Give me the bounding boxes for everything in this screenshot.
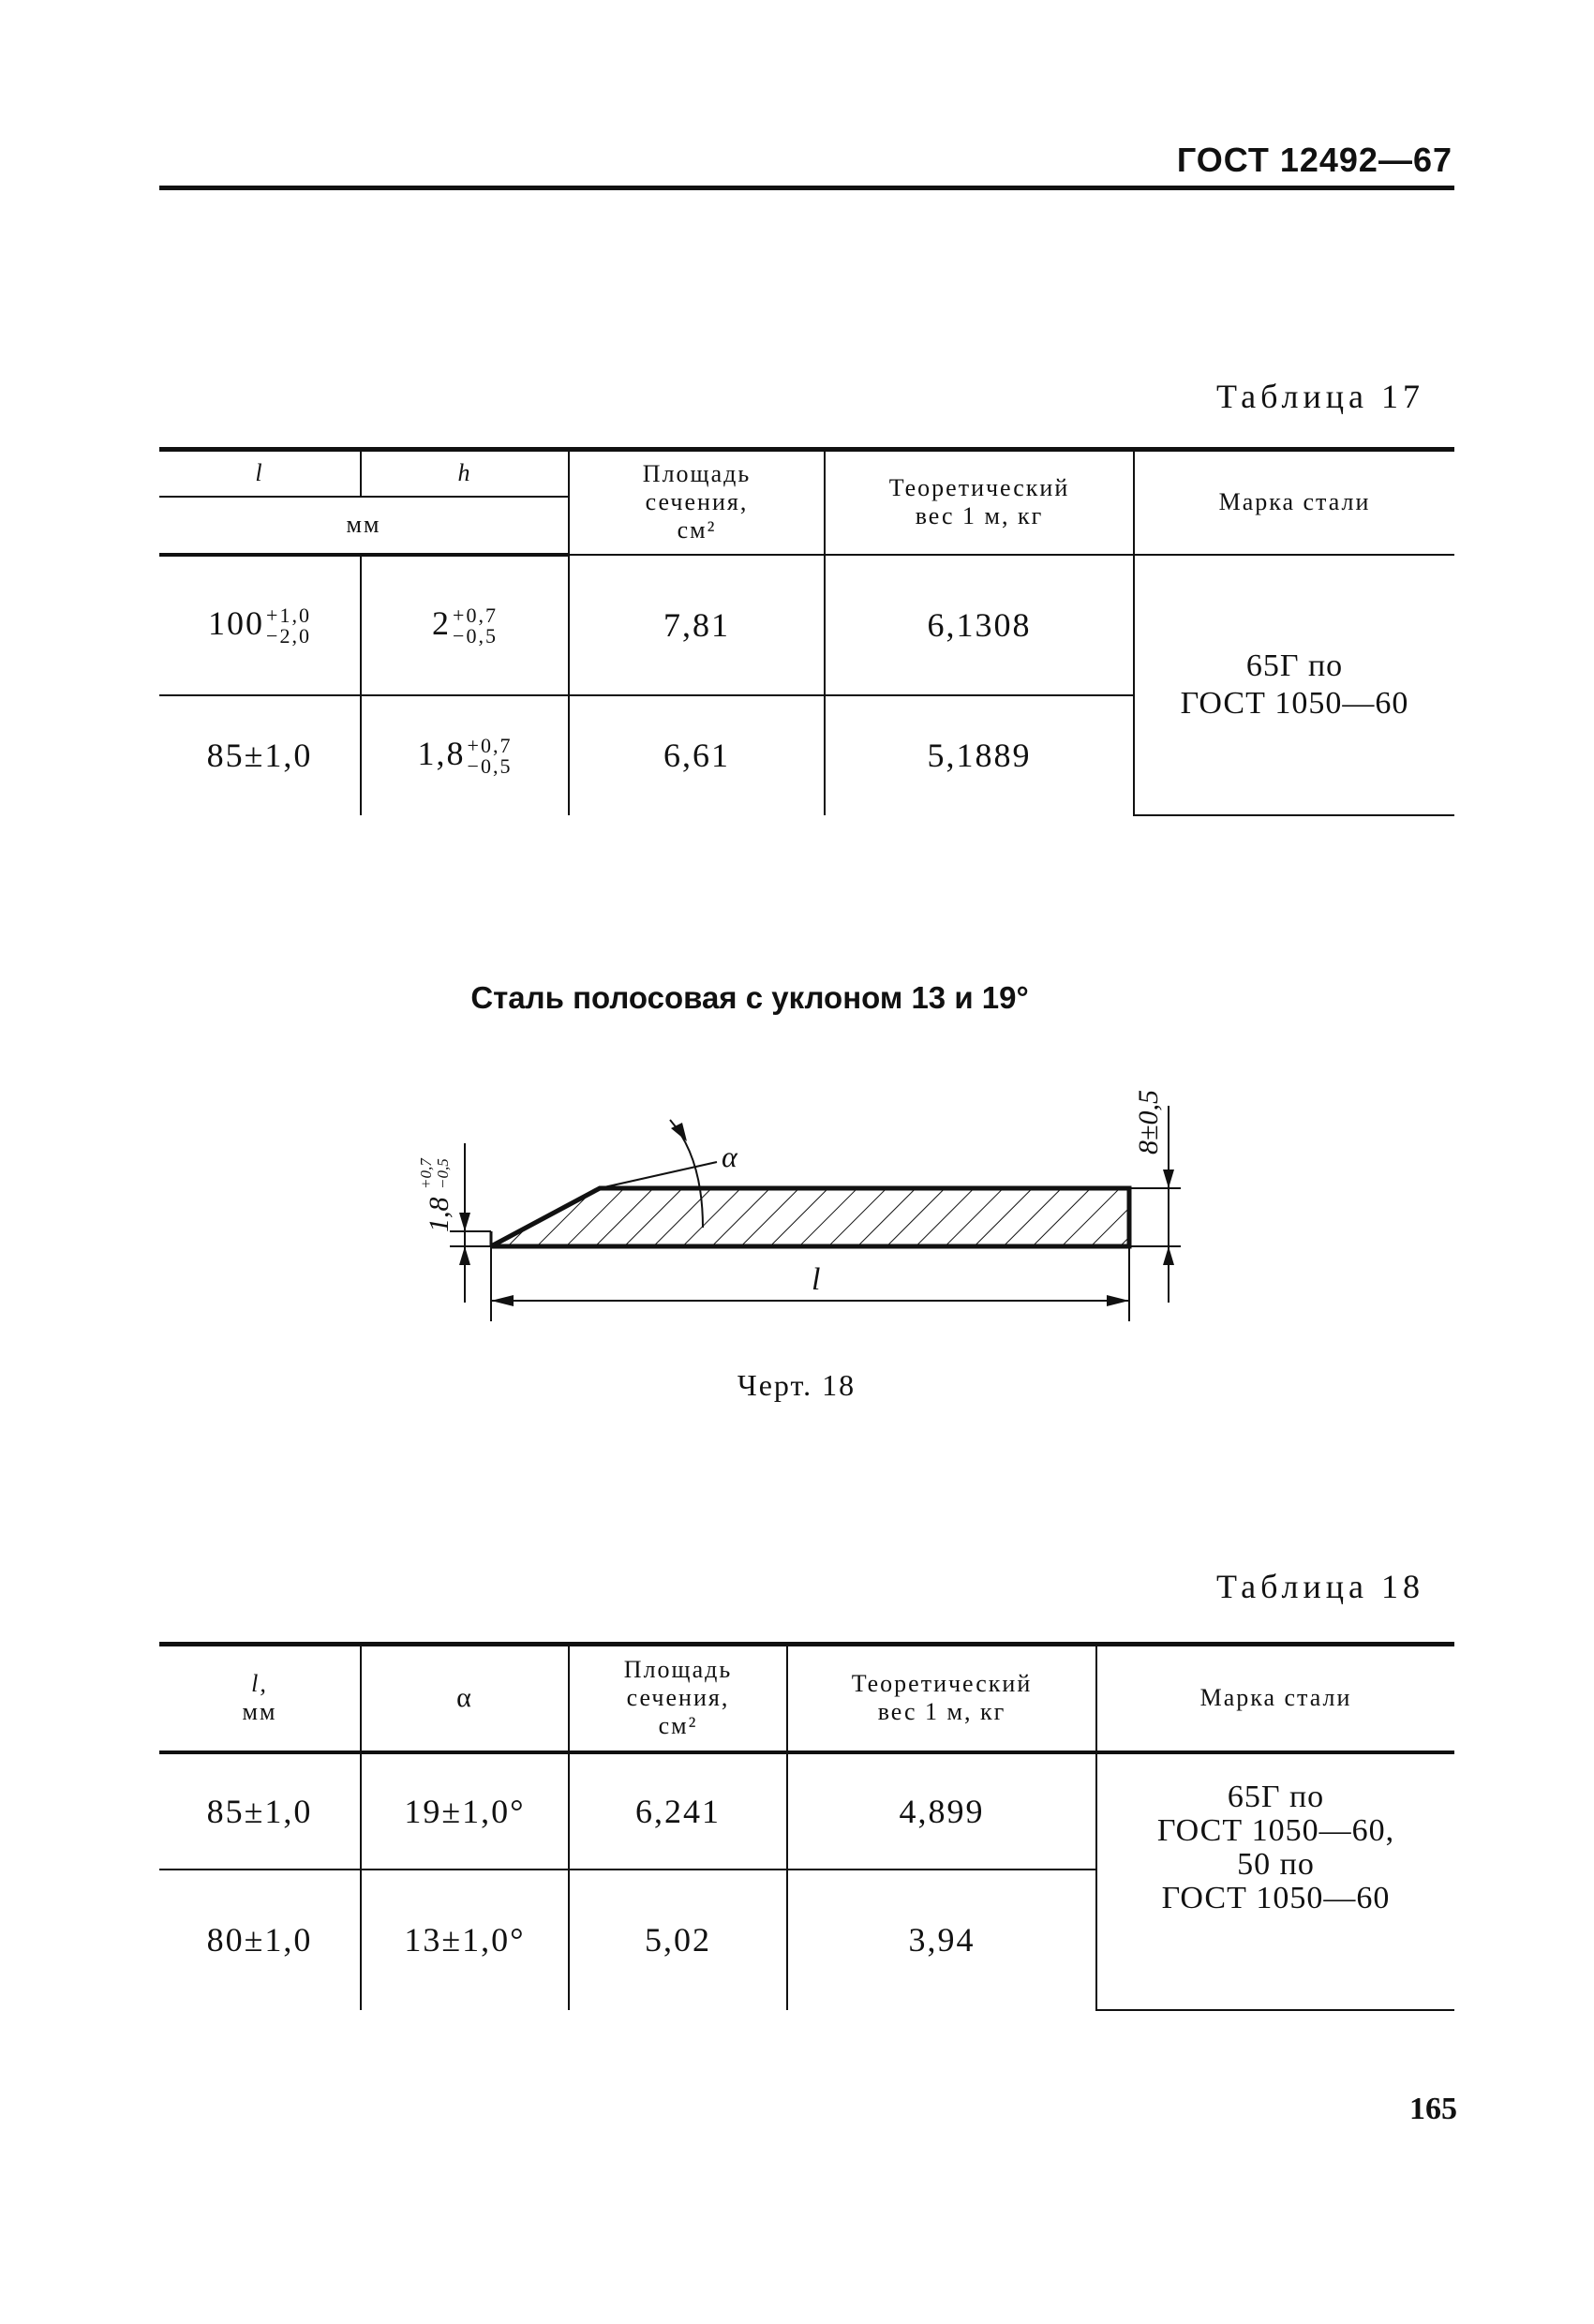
table17-steel-line1: 65Г по xyxy=(1245,648,1344,683)
table17-header-weight-line1: Теоретический xyxy=(888,474,1070,502)
header-rule xyxy=(159,186,1454,190)
dim-left-up: +0,7 xyxy=(417,1158,435,1189)
table18-header-alpha: α xyxy=(361,1645,569,1752)
table17-header-l: l xyxy=(159,450,361,497)
document-header: ГОСТ 12492—67 xyxy=(1176,141,1452,179)
table18-cell-alpha: 19±1,0° xyxy=(361,1752,569,1870)
table17-cell-weight: 6,1308 xyxy=(825,555,1134,695)
table18-header-weight-line1: Теоретический xyxy=(851,1670,1033,1698)
table18-steel-line4: ГОСТ 1050—60 xyxy=(1161,1880,1391,1915)
table18-caption: Таблица 18 xyxy=(1216,1568,1424,1605)
table17-header-weight-line2: вес 1 м, кг xyxy=(915,502,1044,530)
table17-header-area-line3: см² xyxy=(677,516,717,544)
table18-header-l-symbol: l, xyxy=(251,1670,268,1698)
table17-header-h: h xyxy=(361,450,569,497)
table18-header-weight xyxy=(787,1645,1096,1752)
table17-header-unit: мм xyxy=(159,497,569,555)
table17-cell-weight: 5,1889 xyxy=(825,695,1134,815)
table18-cell-alpha: 13±1,0° xyxy=(361,1870,569,2010)
table17-row1-h-tolerance: +0,7 −0,5 xyxy=(453,603,498,648)
table17-header-area xyxy=(569,450,825,555)
table18-header-weight-line2: вес 1 м, кг xyxy=(877,1698,1006,1726)
table17-header-area-line2: сечения, xyxy=(645,488,749,516)
page-number: 165 xyxy=(1409,2092,1457,2126)
table17-cell-l xyxy=(159,555,361,695)
table17-cell-area: 7,81 xyxy=(569,555,825,695)
table18-cell-l: 80±1,0 xyxy=(159,1870,361,2010)
table17-cell-steel xyxy=(1134,555,1454,815)
table17-row1-h-value: 2 xyxy=(432,603,452,642)
table17-header-weight xyxy=(825,450,1134,555)
table18-cell-area: 6,241 xyxy=(569,1752,787,1870)
table17 xyxy=(159,447,1454,816)
table17-caption: Таблица 17 xyxy=(1216,378,1424,415)
dim-right: 8±0,5 xyxy=(1133,1090,1164,1155)
strip-profile xyxy=(491,1188,1129,1246)
table18 xyxy=(159,1642,1454,2011)
table18-steel-line2: ГОСТ 1050—60, xyxy=(1156,1812,1395,1848)
table17-cell-h xyxy=(361,555,569,695)
table18-header-area-line3: см² xyxy=(658,1712,698,1740)
table17-row1-l-value: 100 xyxy=(208,603,265,642)
table17-cell-h xyxy=(361,695,569,815)
figure-caption: Черт. 18 xyxy=(737,1368,857,1402)
table18-steel-line1: 65Г по xyxy=(1227,1779,1325,1814)
table18-header-area xyxy=(569,1645,787,1752)
table18-steel-line3: 50 по xyxy=(1237,1846,1315,1882)
table18-header-steel: Марка стали xyxy=(1096,1645,1454,1752)
table17-row2-h-tolerance: +0,7 −0,5 xyxy=(467,734,513,779)
table18-cell-l: 85±1,0 xyxy=(159,1752,361,1870)
table18-header-area-line2: сечения, xyxy=(626,1684,730,1712)
table18-cell-steel xyxy=(1096,1752,1454,2010)
table17-row1-l-tolerance: +1,0 −2,0 xyxy=(266,603,311,648)
angle-label: α xyxy=(722,1140,737,1173)
dim-left-dn: −0,5 xyxy=(434,1158,452,1189)
table17-steel-line2: ГОСТ 1050—60 xyxy=(1180,685,1409,721)
table17-header-area-line1: Площадь xyxy=(642,460,752,488)
table17-cell-l: 85±1,0 xyxy=(159,695,361,815)
dim-left-base: 1,8 xyxy=(424,1197,454,1232)
table17-cell-area: 6,61 xyxy=(569,695,825,815)
table18-header-l xyxy=(159,1645,361,1752)
table17-row2-h-value: 1,8 xyxy=(417,734,466,772)
table18-header-l-unit: мм xyxy=(242,1698,277,1726)
table18-cell-weight: 4,899 xyxy=(787,1752,1096,1870)
table18-cell-area: 5,02 xyxy=(569,1870,787,2010)
table18-header-area-line1: Площадь xyxy=(623,1656,733,1684)
section-title: Сталь полосовая с уклоном 13 и 19° xyxy=(470,980,1029,1015)
strip-steel-drawing xyxy=(394,1068,1237,1349)
length-label: l xyxy=(812,1262,821,1297)
table18-cell-weight: 3,94 xyxy=(787,1870,1096,2010)
table17-header-steel: Марка стали xyxy=(1134,450,1454,555)
